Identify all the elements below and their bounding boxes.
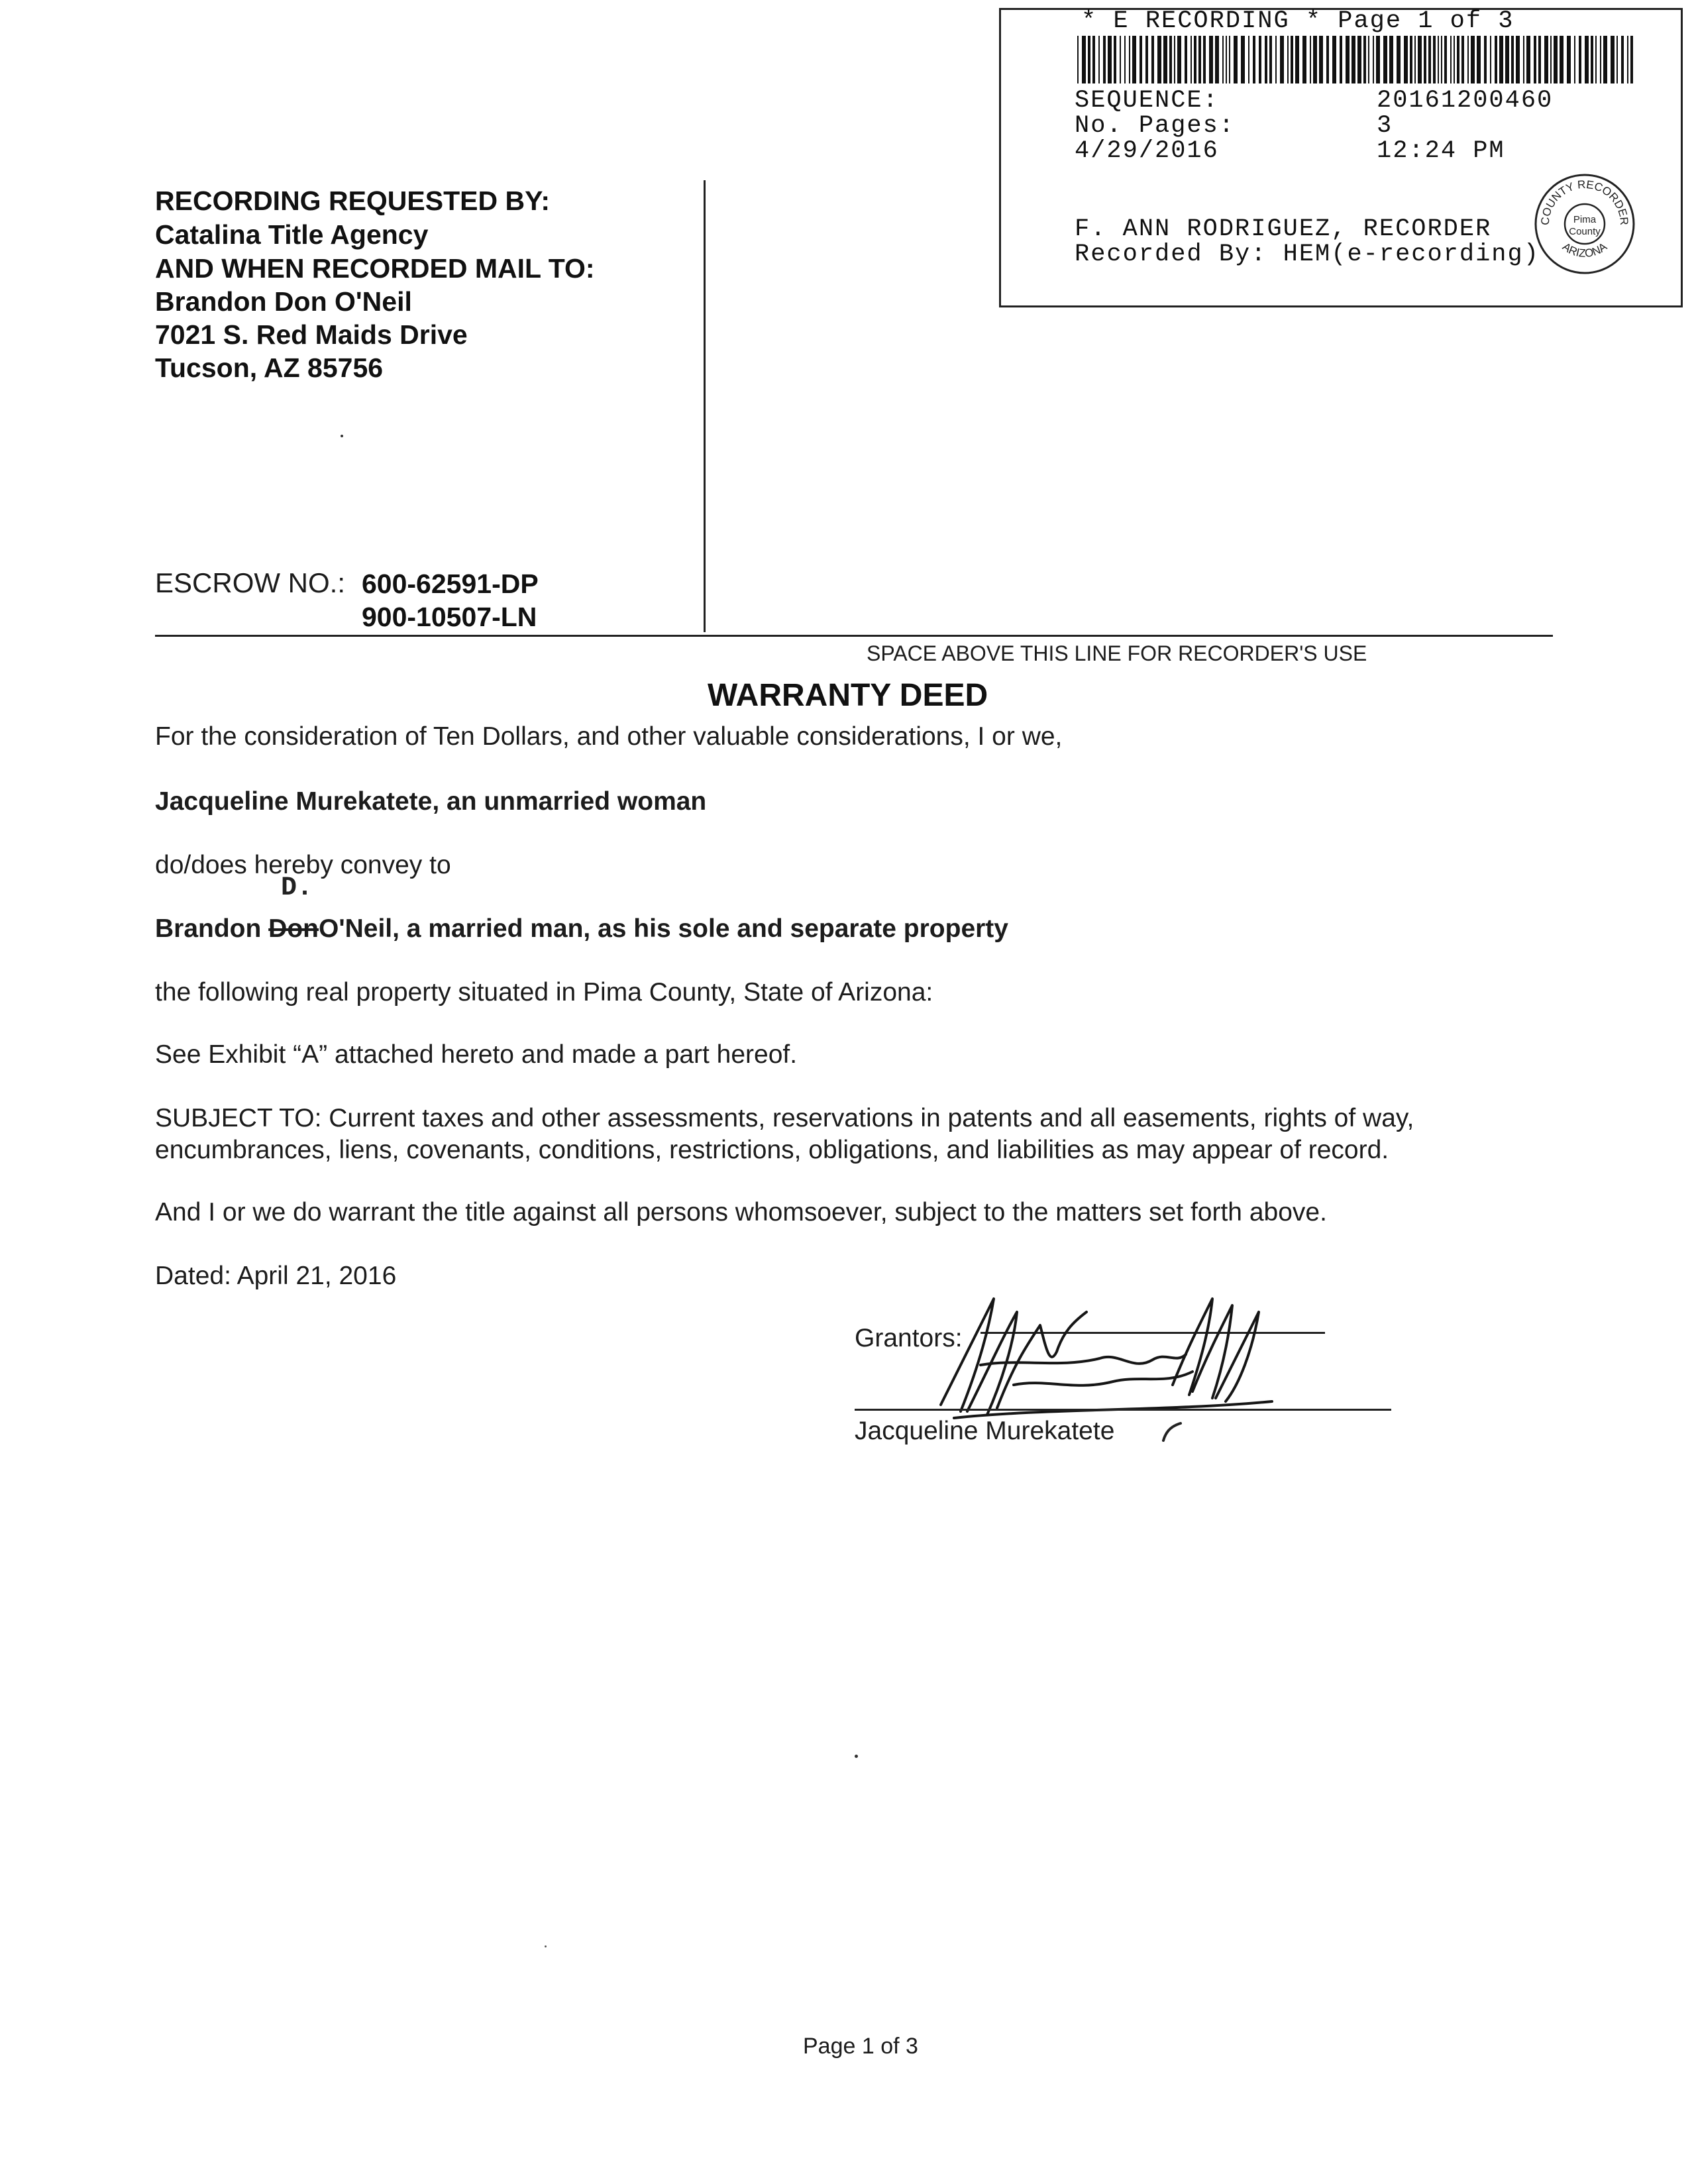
barcode-bar [1319, 36, 1323, 83]
grantee-line [155, 913, 1008, 945]
pages-label: No. Pages: [1075, 112, 1236, 140]
grantee-struck-name: Don [268, 914, 319, 943]
grantee-rest: O'Neil, a married man, as his sole and separate property [318, 914, 1008, 943]
barcode-bar [1124, 36, 1126, 83]
barcode-bar [1477, 36, 1481, 83]
dated-text: Dated: April 21, 2016 [155, 1262, 397, 1290]
subject-to-line-2: encumbrances, liens, covenants, conditions, restrictions, obligations, and liabilities as may appear of record. [155, 1136, 1389, 1164]
barcode-bar [1457, 36, 1459, 83]
barcode-bar [1567, 36, 1571, 83]
barcode-bar [1132, 36, 1136, 83]
requested-by-label: RECORDING REQUESTED BY: [155, 186, 551, 216]
deed-title: WARRANTY DEED [708, 678, 988, 713]
barcode-bar [1222, 36, 1224, 83]
barcode-bar [1550, 36, 1552, 83]
barcode-bar [1234, 36, 1238, 83]
seal-center-1: Pima [1573, 214, 1597, 225]
convey-text: do/does hereby convey to [155, 851, 451, 879]
handwritten-initial: D. [281, 873, 313, 903]
seal-top-text: COUNTY RECORDER [1538, 178, 1631, 226]
barcode-bar [1326, 36, 1329, 83]
barcode-bar [1376, 36, 1380, 83]
grantor-name: Jacqueline Murekatete, an unmarried woman [155, 787, 707, 816]
barcode-bar [1098, 36, 1100, 83]
mail-street: 7021 S. Red Maids Drive [155, 319, 468, 350]
barcode-bar [1103, 36, 1106, 83]
consideration-text: For the consideration of Ten Dollars, and other valuable considerations, I or we, [155, 722, 1063, 751]
barcode-bar [1368, 36, 1369, 83]
barcode-bar [1373, 36, 1374, 83]
barcode-bar [1490, 36, 1491, 83]
barcode-bar [1092, 36, 1095, 83]
record-time: 12:24 PM [1377, 137, 1505, 165]
barcode-bar [1275, 36, 1277, 83]
barcode-bar [1621, 36, 1624, 83]
county-seal-icon [1532, 171, 1638, 277]
grantors-label: Grantors: [855, 1324, 963, 1352]
grantee-first: Brandon [155, 914, 262, 943]
barcode-bar [1495, 36, 1497, 83]
subject-to-line-1: SUBJECT TO: Current taxes and other assessments, reservations in patents and all easements, rights of way, [155, 1104, 1414, 1132]
barcode-bar [1346, 36, 1350, 83]
header-divider [704, 180, 706, 632]
barcode-bar [1140, 36, 1142, 83]
barcode-bar [1523, 36, 1524, 83]
barcode-bar [1603, 36, 1607, 83]
barcode-bar [1253, 36, 1255, 83]
barcode-bar [1616, 36, 1618, 83]
barcode-bar [1471, 36, 1475, 83]
barcode-bar [1357, 36, 1361, 83]
barcode-bar [1082, 36, 1086, 83]
mail-to-label: AND WHEN RECORDED MAIL TO: [155, 253, 595, 284]
barcode-bar [1627, 36, 1628, 83]
escrow-label: ESCROW NO.: [155, 567, 346, 598]
space-above-note: SPACE ABOVE THIS LINE FOR RECORDER'S USE [867, 641, 1367, 665]
barcode-bar [1310, 36, 1311, 83]
barcode-bar [1438, 36, 1439, 83]
barcode-bar [1291, 36, 1293, 83]
barcode-bar [1424, 36, 1426, 83]
barcode-bar [1441, 36, 1442, 83]
barcode-bar [1499, 36, 1503, 83]
barcode-bar [1259, 36, 1261, 83]
barcode-bar [1404, 36, 1408, 83]
barcode-bar [1145, 36, 1148, 83]
barcode-bar [1280, 36, 1284, 83]
page-number: Page 1 of 3 [803, 2034, 918, 2059]
barcode-bar [1538, 36, 1541, 83]
sequence-label: SEQUENCE: [1075, 87, 1219, 115]
barcode-bar [1226, 36, 1227, 83]
barcode-bar [1302, 36, 1306, 83]
recorder-name: F. ANN RODRIGUEZ, RECORDER [1075, 215, 1492, 243]
barcode-bar [1198, 36, 1201, 83]
barcode-bar [1461, 36, 1464, 83]
barcode-bar [1526, 36, 1530, 83]
barcode-bar [1174, 36, 1175, 83]
barcode-bar [1560, 36, 1564, 83]
recorder-space-line [155, 635, 1553, 637]
barcode-bar [1215, 36, 1219, 83]
barcode-bar [1444, 36, 1447, 83]
grantor-sig-line [855, 1409, 1391, 1411]
barcode-bar [1397, 36, 1401, 83]
escrow-number-1: 600-62591-DP [362, 569, 539, 599]
barcode-bar [1088, 36, 1090, 83]
warrant-text: And I or we do warrant the title against all persons whomsoever, subject to the matters set forth above. [155, 1198, 1327, 1227]
barcode-bar [1414, 36, 1416, 83]
barcode-bar [1505, 36, 1509, 83]
barcode-bar [1077, 36, 1079, 83]
barcode-bar [1467, 36, 1469, 83]
barcode-bar [1428, 36, 1431, 83]
barcode-bar [1579, 36, 1581, 83]
barcode-bar [1591, 36, 1593, 83]
barcode-bar [1177, 36, 1181, 83]
seal-center-2: County [1569, 226, 1601, 237]
barcode-bar [1114, 36, 1116, 83]
barcode-bar [1229, 36, 1230, 83]
barcode-bar [1585, 36, 1589, 83]
barcode-bar [1191, 36, 1192, 83]
barcode-bar [1332, 36, 1336, 83]
speck [545, 1945, 547, 1947]
seal-bottom-text: ARIZONA [1560, 240, 1610, 260]
barcode-bar [1574, 36, 1575, 83]
barcode-bar [1295, 36, 1299, 83]
mail-name: Brandon Don O'Neil [155, 286, 412, 317]
barcode-bar [1383, 36, 1387, 83]
grantor-signature-name: Jacqueline Murekatete [855, 1417, 1115, 1445]
barcode-bar [1454, 36, 1455, 83]
barcode-bar [1169, 36, 1172, 83]
barcode-bar [1203, 36, 1206, 83]
barcode-bar [1313, 36, 1317, 83]
pages-value: 3 [1377, 112, 1393, 140]
escrow-number-2: 900-10507-LN [362, 602, 537, 632]
barcode-bar [1151, 36, 1154, 83]
barcode-bar [1534, 36, 1536, 83]
barcode-bar [1108, 36, 1112, 83]
record-date: 4/29/2016 [1075, 137, 1219, 165]
barcode-bar [1163, 36, 1167, 83]
property-text: the following real property situated in Pima County, State of Arizona: [155, 978, 933, 1007]
barcode-bar [1185, 36, 1187, 83]
mail-city: Tucson, AZ 85756 [155, 353, 384, 383]
sequence-value: 20161200460 [1377, 87, 1554, 115]
svg-text:ARIZONA [1560, 240, 1610, 260]
barcode-bar [1129, 36, 1130, 83]
recorded-by: Recorded By: HEM(e-recording) [1075, 241, 1540, 268]
barcode-bar [1511, 36, 1514, 83]
barcode-bar [1248, 36, 1249, 83]
barcode-bar [1611, 36, 1615, 83]
barcode [1077, 36, 1636, 83]
barcode-bar [1352, 36, 1355, 83]
handwritten-tick-icon [1158, 1418, 1185, 1445]
exhibit-text: See Exhibit “A” attached hereto and made a part hereof. [155, 1040, 798, 1069]
barcode-bar [1410, 36, 1412, 83]
barcode-bar [1265, 36, 1267, 83]
barcode-bar [1340, 36, 1342, 83]
barcode-bar [1516, 36, 1520, 83]
barcode-bar [1595, 36, 1597, 83]
barcode-bar [1544, 36, 1548, 83]
barcode-bar [1287, 36, 1289, 83]
barcode-bar [1194, 36, 1196, 83]
requested-by: Catalina Title Agency [155, 219, 429, 250]
barcode-bar [1157, 36, 1161, 83]
barcode-bar [1450, 36, 1452, 83]
barcode-bar [1418, 36, 1422, 83]
barcode-bar [1630, 36, 1633, 83]
barcode-bar [1209, 36, 1213, 83]
barcode-bar [1484, 36, 1487, 83]
barcode-bar [1120, 36, 1121, 83]
speck [855, 1755, 858, 1758]
barcode-bar [1241, 36, 1245, 83]
barcode-bar [1433, 36, 1436, 83]
barcode-bar [1363, 36, 1366, 83]
stamp-heading: * E RECORDING * Page 1 of 3 [1081, 7, 1514, 35]
barcode-bar [1600, 36, 1601, 83]
speck [341, 435, 343, 437]
barcode-bar [1554, 36, 1558, 83]
barcode-bar [1389, 36, 1393, 83]
barcode-bar [1269, 36, 1272, 83]
